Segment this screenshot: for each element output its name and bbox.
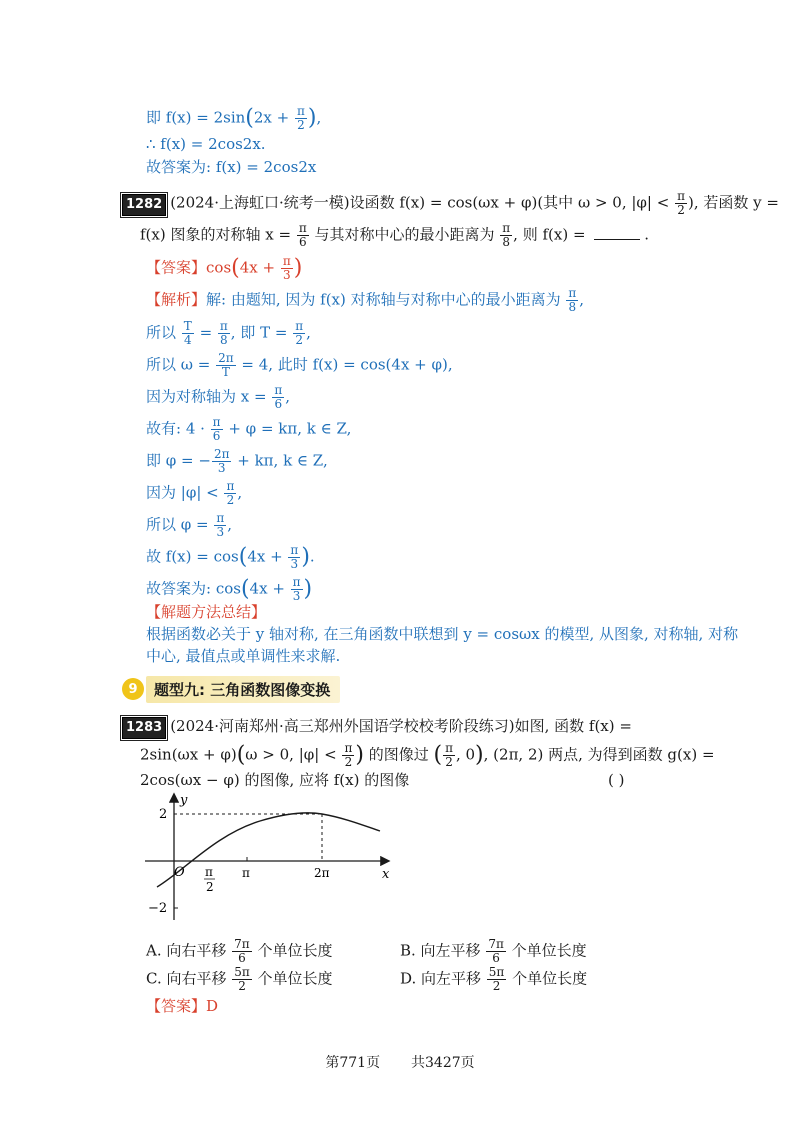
analysis-line: 因为对称轴为 x = $\frac{\pi}{6}$ , [146,383,291,411]
analysis-line: 故答案为: cos(4x + $\frac{\pi}{3}$ ) [146,575,313,603]
solution-line: ∴ f(x) = 2cos2x. [146,135,266,153]
page-total: 共3427页 [411,1055,475,1071]
method-line: 中心, 最值点或单调性来求解. [146,647,341,665]
analysis-line: 因为 |φ| < $\frac{\pi}{2}$ , [146,479,243,507]
answer-paren: ( ) [608,771,625,789]
solution-line: 故答案为: f(x) = 2cos2x [146,158,317,176]
x-tick-2pi: 2π [314,866,330,880]
option-d[interactable]: D. 向左平移 $\frac{5\pi}{2}$ 个单位长度 [400,965,588,993]
analysis-line: 所以 ω = $\frac{2\pi}{T}$ = 4, 此时 f(x) = cos(4x + φ), [146,351,453,379]
x-tick-pi: π [242,866,250,880]
option-c[interactable]: C. 向右平移 $\frac{5\pi}{2}$ 个单位长度 [146,965,333,993]
question-number: 1283 [122,717,166,739]
section-header [122,675,340,703]
origin-label: O [174,865,185,880]
solution-line: 即 f(x) = 2sin(2x + $\frac{\pi}{2}$ ), [146,104,322,132]
question-1282-stem: 1282 (2024·上海虹口·统考一模)设函数 f(x) = cos(ωx + φ)(其中 ω > 0, |φ| < $\frac{\pi}{2}$ ), 若函数 y = [122,190,779,217]
method-label: 【解题方法总结】 [146,603,267,621]
question-1283-stem-2: 2sin(ωx + φ)(ω > 0, |φ| < $\frac{\pi}{2}$ ) 的图像过 ( $\frac{\pi}{2}$ , 0), (2π, 2) 两点, 为得到函数 g(x) = [140,741,715,769]
x-tick-half-pi-num: π [205,865,213,879]
question-1283-stem-3: 2cos(ωx − φ) 的图像, 应将 f(x) 的图像 [140,771,410,789]
section-title: 题型九: 三角函数图像变换 [146,676,340,703]
analysis-line: 【解析】解: 由题知, 因为 f(x) 对称轴与对称中心的最小距离为 $\frac{\pi}{8}$ , [146,286,585,314]
curve [157,813,380,887]
analysis-line: 所以 $\frac{T}{4}$ = $\frac{\pi}{8}$ , 即 T = $\frac{\pi}{2}$ , [146,319,311,347]
section-badge: 9 [122,678,144,700]
option-a[interactable]: A. 向右平移 $\frac{7\pi}{6}$ 个单位长度 [146,937,333,965]
x-axis-label: x [382,867,390,882]
question-1282-stem-2: f(x) 图象的对称轴 x = $\frac{\pi}{6}$ 与其对称中心的最小距离为 $\frac{\pi}{8}$ , 则 f(x) = . [140,221,650,249]
answer-line: 【答案】cos(4x + $\frac{\pi}{3}$ ) [146,254,303,282]
y-tick-2: 2 [159,807,168,822]
x-tick-half-pi-den: 2 [206,880,214,894]
page-footer [0,1052,800,1072]
analysis-line: 故有: 4 · $\frac{\pi}{6}$ + φ = kπ, k ∈ Z, [146,415,352,443]
analysis-line: 故 f(x) = cos(4x + $\frac{\pi}{3}$ ). [146,543,315,571]
option-b[interactable]: B. 向左平移 $\frac{7\pi}{6}$ 个单位长度 [400,937,587,965]
analysis-line: 所以 φ = $\frac{\pi}{3}$ , [146,511,233,539]
question-number: 1282 [122,194,166,216]
analysis-line: 即 φ = − $\frac{2\pi}{3}$ + kπ, k ∈ Z, [146,447,328,475]
function-graph [140,790,400,925]
answer-line: 【答案】D [146,997,219,1015]
answer-blank [594,225,640,240]
question-1283-stem: 1283 (2024·河南郑州·高三郑州外国语学校校考阶段练习)如图, 函数 f(x) = [122,716,632,739]
page-number: 第771页 [325,1055,381,1071]
y-tick-neg2: −2 [148,901,168,916]
y-axis-label: y [180,793,188,808]
method-line: 根据函数必关于 y 轴对称, 在三角函数中联想到 y = cosωx 的模型, 从图象, 对称轴, 对称 [146,625,739,643]
